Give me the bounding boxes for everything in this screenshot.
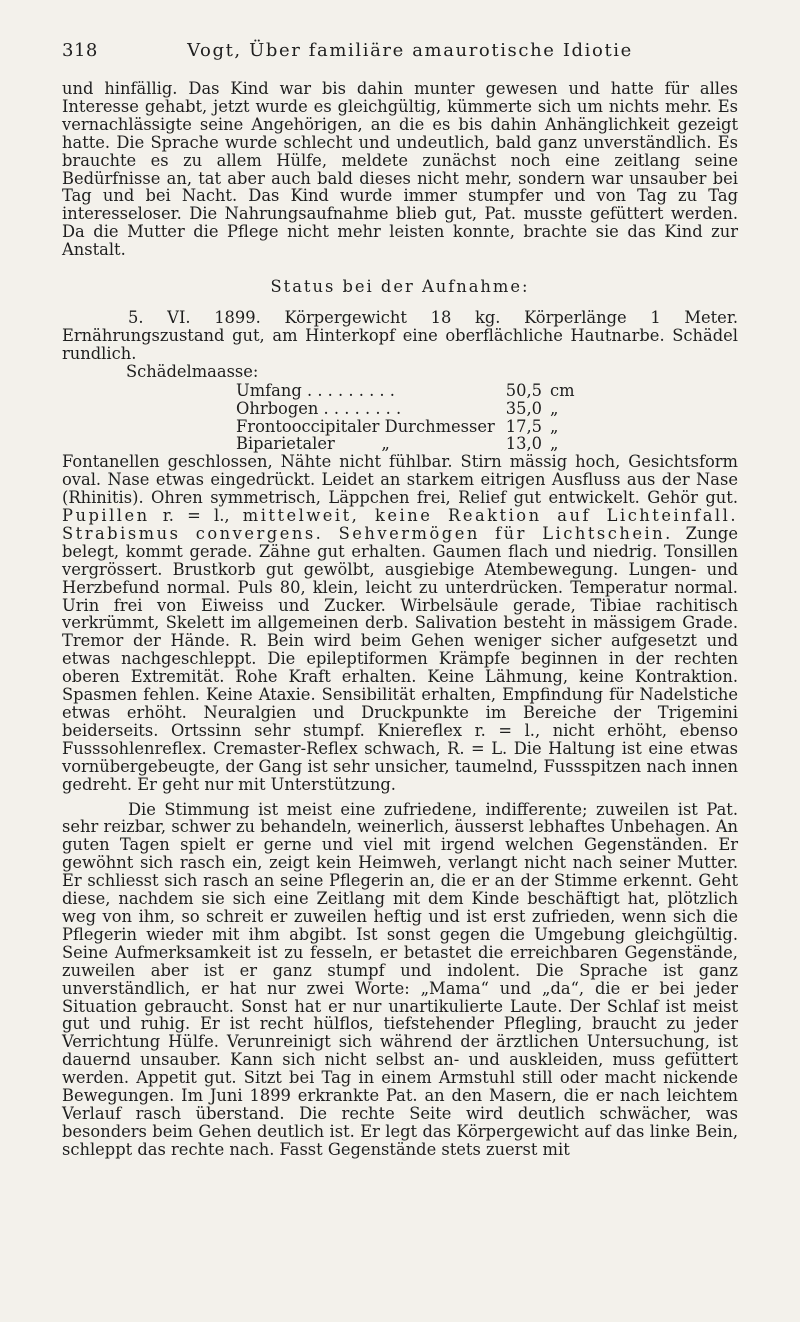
book-page: [62, 40, 738, 1159]
paragraph-admission: 5. VI. 1899. Körpergewicht 18 kg. Körperlänge 1 Meter. Ernährungszustand gut, am Hinterkopf eine oberflächliche Hautnarbe. Schädel rundlich.: [62, 308, 738, 363]
findings-pupil-reaction: mittelweit, keine Reaktion auf Lichteinfall. Strabismus convergens. Sehvermögen für Lichtschein.: [62, 506, 738, 543]
measurement-row: [236, 435, 590, 453]
measurement-label: Ohrbogen . . . . . . . .: [236, 398, 402, 418]
skull-measurements-heading: Schädelmaasse:: [126, 361, 259, 381]
skull-measurements-table: [236, 382, 590, 454]
measurement-unit: „: [550, 434, 559, 454]
measurement-label: Umfang . . . . . . . . .: [236, 380, 395, 400]
findings-text-3: Zunge belegt, kommt gerade. Zähne gut erhalten. Gaumen flach und niedrig. Tonsillen vergrössert. Brustkorb gut gewölbt, ausgiebige Atembewegung. Lungen- und Herzbefund normal. Puls 80, klein, leicht zu unterdrücken. Temperatur normal. Urin frei von Eiweiss und Zucker. Wirbelsäule gerade, Tibiae rachitisch verkrümmt, Skelett im allgemeinen derb. Salivation besteht in mässigem Grade. Tremor der Hände. R. Bein wird beim Gehen weniger sicher aufgesetzt und etwas nachgeschleppt. Die epileptiformen Krämpfe beginnen in der rechten oberen Extremität. Rohe Kraft erhalten. Keine Lähmung, keine Kontraktion. Spasmen fehlen. Keine Ataxie. Sensibilität erhalten, Empfindung für Nadelstiche etwas erhöht. Neuralgien und Druckpunkte im Bereiche der Trigemini beiderseits. Ortssinn sehr stumpf. Kniereflex r. = l., nicht erhöht, ebenso Fusssohlenreflex. Cremaster-Reflex schwach, R. = L. Die Haltung ist eine etwas vornübergebeugte, der Gang ist sehr unsicher, taumelnd, Fussspitzen nach innen gedreht. Er geht nur mit Unterstützung.: [62, 523, 738, 794]
measurement-row: [236, 400, 590, 418]
measurement-value: 35,0: [505, 398, 542, 418]
running-title: Vogt, Über familiäre amaurotische Idiotie: [187, 40, 633, 61]
findings-text-2: r. = l.,: [149, 506, 243, 526]
section-heading-status: Status bei der Aufnahme:: [270, 277, 530, 297]
measurement-unit: cm: [550, 380, 575, 400]
measurement-label: Frontooccipitaler Durchmesser: [236, 416, 495, 436]
findings-pupillen: Pupillen: [62, 506, 150, 526]
measurement-value: 50,5: [505, 380, 542, 400]
paragraph-findings: [62, 453, 738, 793]
measurement-row: [236, 418, 590, 436]
paragraph-behaviour: Die Stimmung ist meist eine zufriedene, indifferente; zuweilen ist Pat. sehr reizbar, schwer zu behandeln, weinerlich, äusserst lebhaftes Unbehagen. An guten Tagen spielt er gerne und viel mit irgend welchen Gegenständen. Er gewöhnt sich rasch ein, zeigt kein Heimweh, verlangt nicht nach seiner Mutter. Er schliesst sich rasch an seine Pflegerin an, die er an der Stimme erkennt. Geht diese, nachdem sie sich eine Zeitlang mit dem Kinde beschäftigt hat, plötzlich weg von ihm, so schreit er zuweilen heftig und ist erst zufrieden, wenn sich die Pflegerin wieder mit ihm abgibt. Ist sonst gegen die Umgebung gleichgültig. Seine Aufmerksamkeit ist zu fesseln, er betastet die erreichbaren Gegenstände, zuweilen aber ist er ganz stumpf und indolent. Die Sprache ist ganz unverständlich, er hat nur zwei Worte: „Mama“ und „da“, die er bei jeder Situation gebraucht. Sonst hat er nur unartikulierte Laute. Der Schlaf ist meist gut und ruhig. Er ist recht hülflos, tiefstehender Pflegling, braucht zu jeder Verrichtung Hülfe. Verunreinigt sich während der ärztlichen Untersuchung, ist dauernd unsauber. Kann sich nicht selbst an- und auskleiden, muss gefüttert werden. Appetit gut. Sitzt bei Tag in einem Armstuhl still oder macht nickende Bewegungen. Im Juni 1899 erkrankte Pat. an den Masern, die er nach leichtem Verlauf rasch überstand. Die rechte Seite wird deutlich schwächer, was besonders beim Gehen deutlich ist. Er legt das Körpergewicht auf das linke Bein, schleppt das rechte nach. Fasst Gegenstände stets zuerst mit: [62, 799, 738, 1159]
measurement-value: 17,5: [505, 416, 542, 436]
measurement-unit: „: [550, 416, 559, 436]
measurement-label: Biparietaler „: [236, 434, 390, 454]
measurement-row: [236, 382, 590, 400]
measurement-unit: „: [550, 398, 559, 418]
findings-text-1: Fontanellen geschlossen, Nähte nicht fühlbar. Stirn mässig hoch, Gesichtsform oval. Nase etwas eingedrückt. Leidet an starkem eitrigen Ausfluss aus der Nase (Rhinitis). Ohren symmetrisch, Läppchen frei, Relief gut entwickelt. Gehör gut.: [62, 452, 738, 508]
measurement-value: 13,0: [505, 434, 542, 454]
paragraph-history: und hinfällig. Das Kind war bis dahin munter gewesen und hatte für alles Interesse gehabt, jetzt wurde es gleichgültig, kümmerte sich um nichts mehr. Es vernachlässigte seine Angehörigen, an die es bis dahin Anhänglichkeit gezeigt hatte. Die Sprache wurde schlecht und undeutlich, bald ganz unverständlich. Es brauchte es zu allem Hülfe, meldete zunächst noch eine zeitlang seine Bedürfnisse an, tat aber auch bald dieses nicht mehr, sondern war unsauber bei Tag und bei Nacht. Das Kind wurde immer stumpfer und von Tag zu Tag interesseloser. Die Nahrungsaufnahme blieb gut, Pat. musste gefüttert werden. Da die Mutter die Pflege nicht mehr leisten konnte, brachte sie das Kind zur Anstalt.: [62, 79, 738, 260]
page-header: [62, 40, 738, 80]
page-number: 318: [62, 40, 98, 61]
